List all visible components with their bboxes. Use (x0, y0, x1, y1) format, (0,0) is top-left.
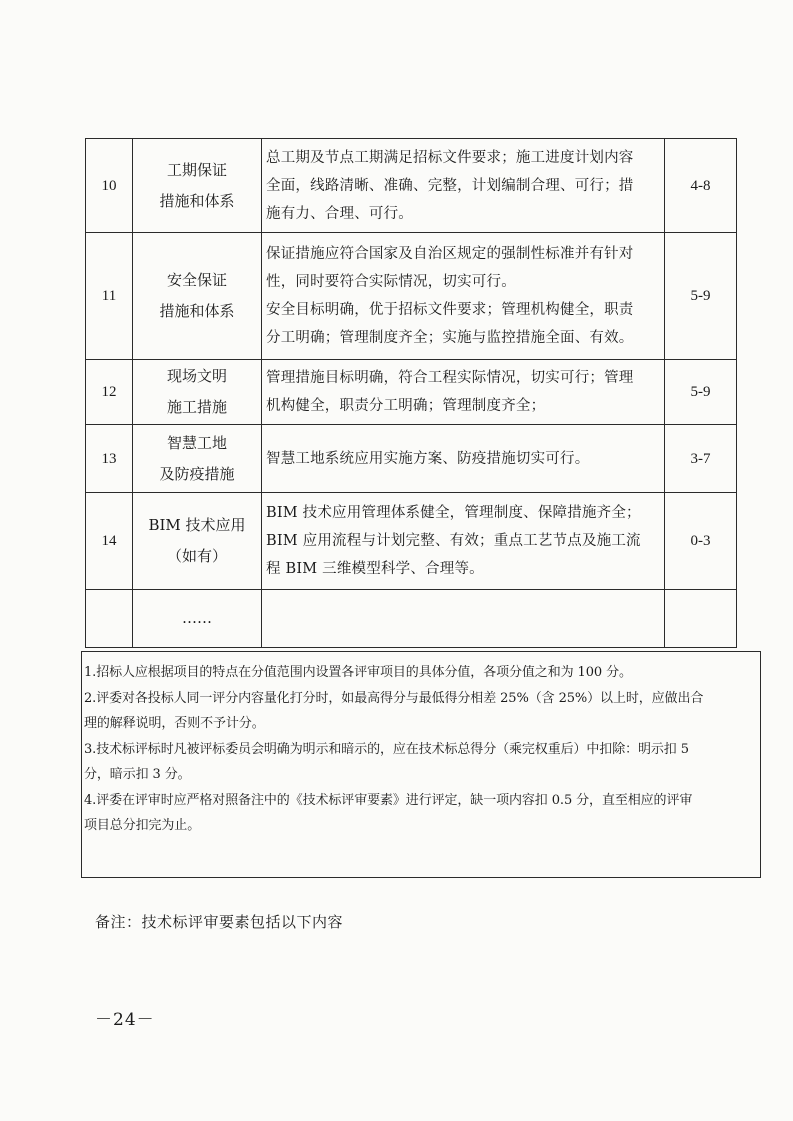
score-range: 0-3 (665, 493, 737, 590)
note-line: 1.招标人应根据项目的特点在分值范围内设置各评审项目的具体分值，各项分值之和为 100 分。 (84, 665, 632, 680)
evaluation-criteria (262, 360, 665, 425)
note-line: 2.评委对各投标人同一评分内容量化打分时，如最高得分与最低得分相差 25%（含 25%）以上时，应做出合 (84, 690, 704, 706)
note-line: 项目总分扣完为止。 (84, 818, 201, 833)
notes-box (81, 651, 761, 878)
criteria-line: 程 BIM 三维模型科学、合理等。 (266, 561, 484, 577)
evaluation-item (133, 590, 262, 648)
criteria-line: 安全目标明确，优于招标文件要求；管理机构健全，职责 (266, 302, 634, 318)
item-line: 安全保证 (166, 271, 227, 289)
item-line: 施工措施 (166, 398, 227, 416)
note-line: 分，暗示扣 3 分。 (84, 767, 191, 782)
ellipsis: …… (182, 609, 212, 627)
evaluation-criteria (262, 493, 665, 590)
note-line: 3.技术标评标时凡被评标委员会明确为明示和暗示的，应在技术标总得分（乘完权重后）中扣除：明示扣 5 (84, 741, 689, 757)
item-line: 工期保证 (166, 160, 227, 179)
item-line: 现场文明 (166, 367, 227, 385)
row-number: 14 (86, 493, 133, 590)
item-line: BIM 技术应用 (148, 516, 246, 534)
item-line: 及防疫措施 (159, 464, 235, 483)
evaluation-criteria (262, 233, 665, 360)
evaluation-criteria (262, 425, 665, 493)
score-range: 3-7 (665, 425, 737, 493)
criteria-line: 机构健全，职责分工明确；管理制度齐全； (266, 398, 546, 414)
table-row (86, 425, 737, 493)
evaluation-criteria (262, 590, 665, 648)
row-number: 11 (86, 233, 133, 360)
row-number: 12 (86, 360, 133, 425)
table-row (86, 139, 737, 233)
criteria-line: 保证措施应符合国家及自治区规定的强制性标准并有针对 (266, 246, 634, 262)
criteria-line: 总工期及节点工期满足招标文件要求；施工进度计划内容 (266, 149, 634, 166)
criteria-line: 全面，线路清晰、准确、完整，计划编制合理、可行；措 (266, 177, 634, 194)
evaluation-criteria (262, 139, 665, 233)
remark-text: 备注：技术标评审要素包括以下内容 (95, 913, 344, 931)
criteria-line: 施有力、合理、可行。 (266, 205, 413, 222)
evaluation-item (133, 425, 262, 493)
row-number (86, 590, 133, 648)
score-range: 4-8 (665, 139, 737, 233)
criteria-line: 性，同时要符合实际情况，切实可行。 (266, 274, 516, 290)
criteria-line: 分工明确；管理制度齐全；实施与监控措施全面、有效。 (266, 330, 634, 346)
scoring-table (85, 138, 737, 648)
row-number: 10 (86, 139, 133, 233)
table-row (86, 233, 737, 360)
page-number: －24－ (95, 1010, 155, 1030)
row-number: 13 (86, 425, 133, 493)
note-line: 4.评委在评审时应严格对照备注中的《技术标评审要素》进行评定，缺一项内容扣 0.5 分，直至相应的评审 (84, 792, 693, 808)
evaluation-item (133, 139, 262, 233)
table-row-ellipsis (86, 590, 737, 648)
item-line: 智慧工地 (166, 433, 227, 452)
criteria-line: BIM 应用流程与计划完整、有效；重点工艺节点及施工流 (266, 533, 641, 549)
criteria-line: 智慧工地系统应用实施方案、防疫措施切实可行。 (266, 450, 590, 467)
evaluation-item (133, 233, 262, 360)
item-line: 措施和体系 (159, 302, 235, 320)
table-row (86, 493, 737, 590)
criteria-line: BIM 技术应用管理体系健全，管理制度、保障措施齐全； (266, 505, 641, 521)
score-range: 5-9 (665, 233, 737, 360)
table-row (86, 360, 737, 425)
item-line: 措施和体系 (159, 191, 235, 210)
evaluation-item (133, 360, 262, 425)
score-range: 5-9 (665, 360, 737, 425)
score-range (665, 590, 737, 648)
criteria-line: 管理措施目标明确，符合工程实际情况，切实可行；管理 (266, 370, 634, 386)
item-line: （如有） (166, 547, 227, 565)
evaluation-item (133, 493, 262, 590)
note-line: 理的解释说明，否则不予计分。 (84, 716, 265, 731)
